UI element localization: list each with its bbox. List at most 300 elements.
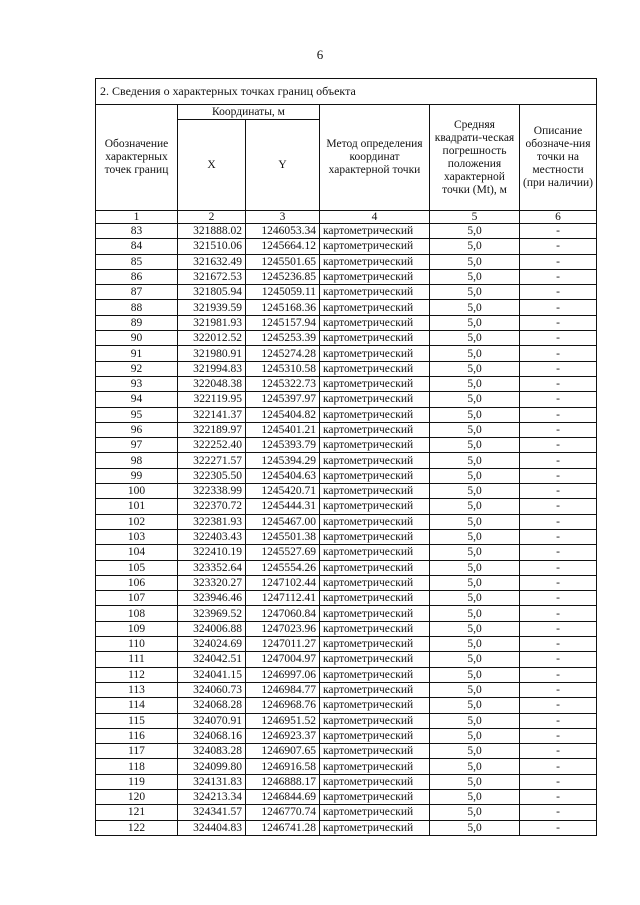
cell-error: 5,0 bbox=[430, 621, 520, 636]
cell-description: - bbox=[520, 591, 597, 606]
cell-error: 5,0 bbox=[430, 529, 520, 544]
cell-description: - bbox=[520, 438, 597, 453]
cell-point-number: 96 bbox=[96, 422, 178, 437]
cell-coord-y: 1246844.69 bbox=[246, 789, 320, 804]
cell-coord-y: 1247011.27 bbox=[246, 637, 320, 652]
cell-point-number: 86 bbox=[96, 269, 178, 284]
cell-coord-y: 1246916.58 bbox=[246, 759, 320, 774]
cell-coord-y: 1247023.96 bbox=[246, 621, 320, 636]
table-row bbox=[96, 392, 597, 407]
cell-coord-x: 324213.34 bbox=[178, 789, 246, 804]
table-row bbox=[96, 407, 597, 422]
cell-coord-x: 321632.49 bbox=[178, 254, 246, 269]
cell-error: 5,0 bbox=[430, 759, 520, 774]
cell-coord-y: 1245310.58 bbox=[246, 361, 320, 376]
cell-coord-x: 324041.15 bbox=[178, 667, 246, 682]
cell-method: картометрический bbox=[320, 545, 430, 560]
cell-error: 5,0 bbox=[430, 575, 520, 590]
table-row bbox=[96, 805, 597, 820]
table-row bbox=[96, 300, 597, 315]
cell-method: картометрический bbox=[320, 820, 430, 835]
cell-method: картометрический bbox=[320, 698, 430, 713]
table-row bbox=[96, 545, 597, 560]
cell-point-number: 102 bbox=[96, 514, 178, 529]
cell-coord-x: 321510.06 bbox=[178, 239, 246, 254]
cell-coord-x: 322338.99 bbox=[178, 484, 246, 499]
cell-method: картометрический bbox=[320, 468, 430, 483]
cell-error: 5,0 bbox=[430, 422, 520, 437]
cell-method: картометрический bbox=[320, 285, 430, 300]
cell-coord-y: 1245404.82 bbox=[246, 407, 320, 422]
cell-coord-y: 1246923.37 bbox=[246, 728, 320, 743]
cell-point-number: 83 bbox=[96, 224, 178, 239]
cell-method: картометрический bbox=[320, 376, 430, 391]
cell-coord-x: 324068.16 bbox=[178, 728, 246, 743]
cell-method: картометрический bbox=[320, 606, 430, 621]
cell-coord-y: 1245501.65 bbox=[246, 254, 320, 269]
table-row bbox=[96, 728, 597, 743]
cell-coord-x: 322048.38 bbox=[178, 376, 246, 391]
header-description: Описание обозначе-ния точки на местности (при наличии) bbox=[520, 105, 597, 211]
cell-description: - bbox=[520, 575, 597, 590]
cell-point-number: 92 bbox=[96, 361, 178, 376]
cell-method: картометрический bbox=[320, 575, 430, 590]
cell-point-number: 84 bbox=[96, 239, 178, 254]
cell-description: - bbox=[520, 422, 597, 437]
cell-coord-x: 323320.27 bbox=[178, 575, 246, 590]
cell-error: 5,0 bbox=[430, 728, 520, 743]
cell-point-number: 115 bbox=[96, 713, 178, 728]
cell-description: - bbox=[520, 224, 597, 239]
cell-description: - bbox=[520, 606, 597, 621]
cell-description: - bbox=[520, 667, 597, 682]
cell-coord-y: 1245401.21 bbox=[246, 422, 320, 437]
cell-method: картометрический bbox=[320, 713, 430, 728]
table-row bbox=[96, 269, 597, 284]
cell-point-number: 110 bbox=[96, 637, 178, 652]
cell-error: 5,0 bbox=[430, 453, 520, 468]
cell-method: картометрический bbox=[320, 514, 430, 529]
cell-point-number: 122 bbox=[96, 820, 178, 835]
table-row bbox=[96, 514, 597, 529]
cell-error: 5,0 bbox=[430, 591, 520, 606]
cell-description: - bbox=[520, 376, 597, 391]
cell-point-number: 118 bbox=[96, 759, 178, 774]
cell-point-number: 87 bbox=[96, 285, 178, 300]
cell-coord-y: 1245236.85 bbox=[246, 269, 320, 284]
cell-coord-y: 1245168.36 bbox=[246, 300, 320, 315]
boundary-points-table bbox=[95, 78, 597, 836]
table-row bbox=[96, 484, 597, 499]
cell-error: 5,0 bbox=[430, 774, 520, 789]
cell-coord-y: 1245501.38 bbox=[246, 529, 320, 544]
cell-error: 5,0 bbox=[430, 407, 520, 422]
cell-description: - bbox=[520, 361, 597, 376]
table-row bbox=[96, 254, 597, 269]
cell-description: - bbox=[520, 468, 597, 483]
cell-point-number: 88 bbox=[96, 300, 178, 315]
section-title-row bbox=[96, 79, 597, 105]
cell-error: 5,0 bbox=[430, 438, 520, 453]
cell-description: - bbox=[520, 346, 597, 361]
cell-error: 5,0 bbox=[430, 315, 520, 330]
cell-error: 5,0 bbox=[430, 652, 520, 667]
cell-coord-x: 324006.88 bbox=[178, 621, 246, 636]
header-coordinates: Координаты, м bbox=[178, 105, 320, 120]
cell-method: картометрический bbox=[320, 789, 430, 804]
cell-coord-y: 1246741.28 bbox=[246, 820, 320, 835]
cell-description: - bbox=[520, 744, 597, 759]
cell-point-number: 100 bbox=[96, 484, 178, 499]
cell-coord-y: 1246053.34 bbox=[246, 224, 320, 239]
cell-point-number: 120 bbox=[96, 789, 178, 804]
cell-coord-y: 1245253.39 bbox=[246, 331, 320, 346]
cell-method: картометрический bbox=[320, 667, 430, 682]
cell-method: картометрический bbox=[320, 453, 430, 468]
table-row bbox=[96, 376, 597, 391]
cell-error: 5,0 bbox=[430, 820, 520, 835]
cell-coord-x: 322012.52 bbox=[178, 331, 246, 346]
cell-coord-y: 1245420.71 bbox=[246, 484, 320, 499]
cell-point-number: 112 bbox=[96, 667, 178, 682]
cell-description: - bbox=[520, 239, 597, 254]
cell-point-number: 90 bbox=[96, 331, 178, 346]
header-x: X bbox=[178, 120, 246, 211]
cell-coord-y: 1246770.74 bbox=[246, 805, 320, 820]
header-row bbox=[96, 105, 597, 120]
cell-error: 5,0 bbox=[430, 285, 520, 300]
table-row bbox=[96, 652, 597, 667]
cell-method: картометрический bbox=[320, 422, 430, 437]
cell-method: картометрический bbox=[320, 682, 430, 697]
cell-coord-x: 323352.64 bbox=[178, 560, 246, 575]
cell-method: картометрический bbox=[320, 484, 430, 499]
cell-coord-y: 1245322.73 bbox=[246, 376, 320, 391]
cell-coord-x: 322370.72 bbox=[178, 499, 246, 514]
cell-point-number: 105 bbox=[96, 560, 178, 575]
cell-description: - bbox=[520, 269, 597, 284]
cell-description: - bbox=[520, 514, 597, 529]
table-row bbox=[96, 422, 597, 437]
cell-method: картометрический bbox=[320, 300, 430, 315]
cell-point-number: 95 bbox=[96, 407, 178, 422]
cell-description: - bbox=[520, 789, 597, 804]
cell-method: картометрический bbox=[320, 331, 430, 346]
cell-point-number: 114 bbox=[96, 698, 178, 713]
cell-point-number: 89 bbox=[96, 315, 178, 330]
cell-method: картометрический bbox=[320, 239, 430, 254]
column-number: 3 bbox=[246, 211, 320, 224]
cell-coord-y: 1247004.97 bbox=[246, 652, 320, 667]
cell-description: - bbox=[520, 499, 597, 514]
column-number-row bbox=[96, 211, 597, 224]
cell-coord-y: 1246997.06 bbox=[246, 667, 320, 682]
cell-coord-x: 322119.95 bbox=[178, 392, 246, 407]
cell-coord-x: 321888.02 bbox=[178, 224, 246, 239]
cell-coord-x: 324024.69 bbox=[178, 637, 246, 652]
cell-method: картометрический bbox=[320, 438, 430, 453]
table-row bbox=[96, 591, 597, 606]
cell-description: - bbox=[520, 560, 597, 575]
cell-description: - bbox=[520, 682, 597, 697]
cell-description: - bbox=[520, 529, 597, 544]
cell-method: картометрический bbox=[320, 407, 430, 422]
table-row bbox=[96, 529, 597, 544]
cell-coord-y: 1246951.52 bbox=[246, 713, 320, 728]
cell-point-number: 94 bbox=[96, 392, 178, 407]
table-row bbox=[96, 621, 597, 636]
cell-point-number: 107 bbox=[96, 591, 178, 606]
cell-description: - bbox=[520, 759, 597, 774]
cell-error: 5,0 bbox=[430, 667, 520, 682]
cell-coord-x: 321672.53 bbox=[178, 269, 246, 284]
table-row bbox=[96, 682, 597, 697]
cell-error: 5,0 bbox=[430, 805, 520, 820]
cell-coord-x: 321939.59 bbox=[178, 300, 246, 315]
cell-coord-x: 324341.57 bbox=[178, 805, 246, 820]
table-row bbox=[96, 606, 597, 621]
table-row bbox=[96, 560, 597, 575]
cell-description: - bbox=[520, 407, 597, 422]
cell-error: 5,0 bbox=[430, 484, 520, 499]
cell-description: - bbox=[520, 545, 597, 560]
cell-coord-y: 1245059.11 bbox=[246, 285, 320, 300]
table-row bbox=[96, 789, 597, 804]
cell-description: - bbox=[520, 300, 597, 315]
cell-coord-y: 1246888.17 bbox=[246, 774, 320, 789]
cell-error: 5,0 bbox=[430, 224, 520, 239]
cell-point-number: 101 bbox=[96, 499, 178, 514]
cell-coord-x: 324068.28 bbox=[178, 698, 246, 713]
cell-error: 5,0 bbox=[430, 499, 520, 514]
cell-method: картометрический bbox=[320, 392, 430, 407]
cell-point-number: 117 bbox=[96, 744, 178, 759]
table-row bbox=[96, 820, 597, 835]
cell-coord-y: 1247112.41 bbox=[246, 591, 320, 606]
table-row bbox=[96, 713, 597, 728]
cell-error: 5,0 bbox=[430, 269, 520, 284]
table-body bbox=[96, 224, 597, 836]
cell-coord-x: 324099.80 bbox=[178, 759, 246, 774]
cell-coord-y: 1246907.65 bbox=[246, 744, 320, 759]
cell-coord-y: 1247102.44 bbox=[246, 575, 320, 590]
page-number: 6 bbox=[316, 47, 324, 62]
cell-coord-y: 1245404.63 bbox=[246, 468, 320, 483]
cell-coord-x: 321994.83 bbox=[178, 361, 246, 376]
cell-coord-y: 1246968.76 bbox=[246, 698, 320, 713]
cell-coord-y: 1247060.84 bbox=[246, 606, 320, 621]
cell-coord-y: 1245554.26 bbox=[246, 560, 320, 575]
cell-error: 5,0 bbox=[430, 239, 520, 254]
cell-coord-y: 1245444.31 bbox=[246, 499, 320, 514]
cell-method: картометрический bbox=[320, 759, 430, 774]
cell-coord-x: 322141.37 bbox=[178, 407, 246, 422]
cell-coord-y: 1245274.28 bbox=[246, 346, 320, 361]
table-row bbox=[96, 468, 597, 483]
cell-coord-y: 1245527.69 bbox=[246, 545, 320, 560]
cell-coord-x: 324083.28 bbox=[178, 744, 246, 759]
cell-coord-x: 323946.46 bbox=[178, 591, 246, 606]
cell-coord-x: 324070.91 bbox=[178, 713, 246, 728]
cell-point-number: 104 bbox=[96, 545, 178, 560]
cell-error: 5,0 bbox=[430, 331, 520, 346]
table-row bbox=[96, 667, 597, 682]
cell-coord-x: 322271.57 bbox=[178, 453, 246, 468]
cell-description: - bbox=[520, 484, 597, 499]
table-row bbox=[96, 438, 597, 453]
cell-coord-x: 322189.97 bbox=[178, 422, 246, 437]
cell-point-number: 103 bbox=[96, 529, 178, 544]
cell-coord-y: 1245393.79 bbox=[246, 438, 320, 453]
table-row bbox=[96, 698, 597, 713]
column-number: 6 bbox=[520, 211, 597, 224]
cell-coord-x: 324042.51 bbox=[178, 652, 246, 667]
table-row bbox=[96, 361, 597, 376]
cell-error: 5,0 bbox=[430, 606, 520, 621]
cell-description: - bbox=[520, 820, 597, 835]
cell-method: картометрический bbox=[320, 224, 430, 239]
cell-method: картометрический bbox=[320, 529, 430, 544]
table-row bbox=[96, 346, 597, 361]
cell-error: 5,0 bbox=[430, 346, 520, 361]
cell-point-number: 108 bbox=[96, 606, 178, 621]
cell-method: картометрический bbox=[320, 652, 430, 667]
table-row bbox=[96, 224, 597, 239]
table-row bbox=[96, 499, 597, 514]
cell-method: картометрический bbox=[320, 621, 430, 636]
cell-point-number: 109 bbox=[96, 621, 178, 636]
cell-coord-x: 324060.73 bbox=[178, 682, 246, 697]
cell-error: 5,0 bbox=[430, 376, 520, 391]
cell-method: картометрический bbox=[320, 728, 430, 743]
cell-error: 5,0 bbox=[430, 392, 520, 407]
cell-method: картометрический bbox=[320, 591, 430, 606]
cell-method: картометрический bbox=[320, 499, 430, 514]
cell-coord-x: 324131.83 bbox=[178, 774, 246, 789]
table-row bbox=[96, 453, 597, 468]
cell-method: картометрический bbox=[320, 361, 430, 376]
column-number: 2 bbox=[178, 211, 246, 224]
column-number: 5 bbox=[430, 211, 520, 224]
table-row bbox=[96, 759, 597, 774]
cell-error: 5,0 bbox=[430, 254, 520, 269]
cell-error: 5,0 bbox=[430, 560, 520, 575]
cell-coord-x: 321981.93 bbox=[178, 315, 246, 330]
cell-description: - bbox=[520, 453, 597, 468]
cell-error: 5,0 bbox=[430, 698, 520, 713]
cell-error: 5,0 bbox=[430, 713, 520, 728]
cell-point-number: 119 bbox=[96, 774, 178, 789]
cell-method: картометрический bbox=[320, 560, 430, 575]
cell-coord-y: 1245664.12 bbox=[246, 239, 320, 254]
table-row bbox=[96, 285, 597, 300]
cell-description: - bbox=[520, 698, 597, 713]
cell-coord-x: 322252.40 bbox=[178, 438, 246, 453]
cell-point-number: 106 bbox=[96, 575, 178, 590]
cell-coord-x: 324404.83 bbox=[178, 820, 246, 835]
cell-coord-x: 323969.52 bbox=[178, 606, 246, 621]
header-method: Метод определения координат характерной точки bbox=[320, 105, 430, 211]
cell-method: картометрический bbox=[320, 744, 430, 759]
column-number: 4 bbox=[320, 211, 430, 224]
cell-point-number: 97 bbox=[96, 438, 178, 453]
cell-error: 5,0 bbox=[430, 637, 520, 652]
cell-description: - bbox=[520, 713, 597, 728]
table-row bbox=[96, 315, 597, 330]
cell-coord-y: 1245394.29 bbox=[246, 453, 320, 468]
cell-point-number: 85 bbox=[96, 254, 178, 269]
cell-description: - bbox=[520, 652, 597, 667]
header-y: Y bbox=[246, 120, 320, 211]
cell-coord-y: 1245157.94 bbox=[246, 315, 320, 330]
cell-method: картометрический bbox=[320, 637, 430, 652]
cell-description: - bbox=[520, 637, 597, 652]
cell-method: картометрический bbox=[320, 254, 430, 269]
header-mean-square-error: Средняя квадрати-ческая погрешность положения характерной точки (Mt), м bbox=[430, 105, 520, 211]
cell-description: - bbox=[520, 728, 597, 743]
cell-description: - bbox=[520, 331, 597, 346]
cell-error: 5,0 bbox=[430, 468, 520, 483]
cell-method: картометрический bbox=[320, 315, 430, 330]
cell-coord-x: 322403.43 bbox=[178, 529, 246, 544]
cell-coord-y: 1246984.77 bbox=[246, 682, 320, 697]
cell-description: - bbox=[520, 392, 597, 407]
cell-coord-y: 1245397.97 bbox=[246, 392, 320, 407]
cell-description: - bbox=[520, 315, 597, 330]
cell-method: картометрический bbox=[320, 805, 430, 820]
cell-description: - bbox=[520, 621, 597, 636]
cell-point-number: 98 bbox=[96, 453, 178, 468]
cell-error: 5,0 bbox=[430, 300, 520, 315]
section-title: 2. Сведения о характерных точках границ объекта bbox=[96, 79, 597, 105]
cell-point-number: 113 bbox=[96, 682, 178, 697]
table-row bbox=[96, 239, 597, 254]
cell-coord-x: 321980.91 bbox=[178, 346, 246, 361]
cell-error: 5,0 bbox=[430, 361, 520, 376]
cell-point-number: 116 bbox=[96, 728, 178, 743]
table-row bbox=[96, 774, 597, 789]
table-row bbox=[96, 637, 597, 652]
cell-point-number: 111 bbox=[96, 652, 178, 667]
cell-error: 5,0 bbox=[430, 682, 520, 697]
cell-method: картометрический bbox=[320, 269, 430, 284]
cell-description: - bbox=[520, 805, 597, 820]
cell-description: - bbox=[520, 254, 597, 269]
cell-error: 5,0 bbox=[430, 514, 520, 529]
table-row bbox=[96, 331, 597, 346]
cell-description: - bbox=[520, 285, 597, 300]
cell-error: 5,0 bbox=[430, 789, 520, 804]
cell-point-number: 99 bbox=[96, 468, 178, 483]
cell-description: - bbox=[520, 774, 597, 789]
header-point-designation: Обозначение характерных точек границ bbox=[96, 105, 178, 211]
cell-coord-y: 1245467.00 bbox=[246, 514, 320, 529]
cell-coord-x: 322381.93 bbox=[178, 514, 246, 529]
cell-coord-x: 322410.19 bbox=[178, 545, 246, 560]
cell-error: 5,0 bbox=[430, 744, 520, 759]
cell-method: картометрический bbox=[320, 346, 430, 361]
cell-coord-x: 322305.50 bbox=[178, 468, 246, 483]
cell-error: 5,0 bbox=[430, 545, 520, 560]
table-row bbox=[96, 744, 597, 759]
column-number: 1 bbox=[96, 211, 178, 224]
cell-point-number: 121 bbox=[96, 805, 178, 820]
cell-method: картометрический bbox=[320, 774, 430, 789]
table-row bbox=[96, 575, 597, 590]
cell-coord-x: 321805.94 bbox=[178, 285, 246, 300]
cell-point-number: 93 bbox=[96, 376, 178, 391]
cell-point-number: 91 bbox=[96, 346, 178, 361]
